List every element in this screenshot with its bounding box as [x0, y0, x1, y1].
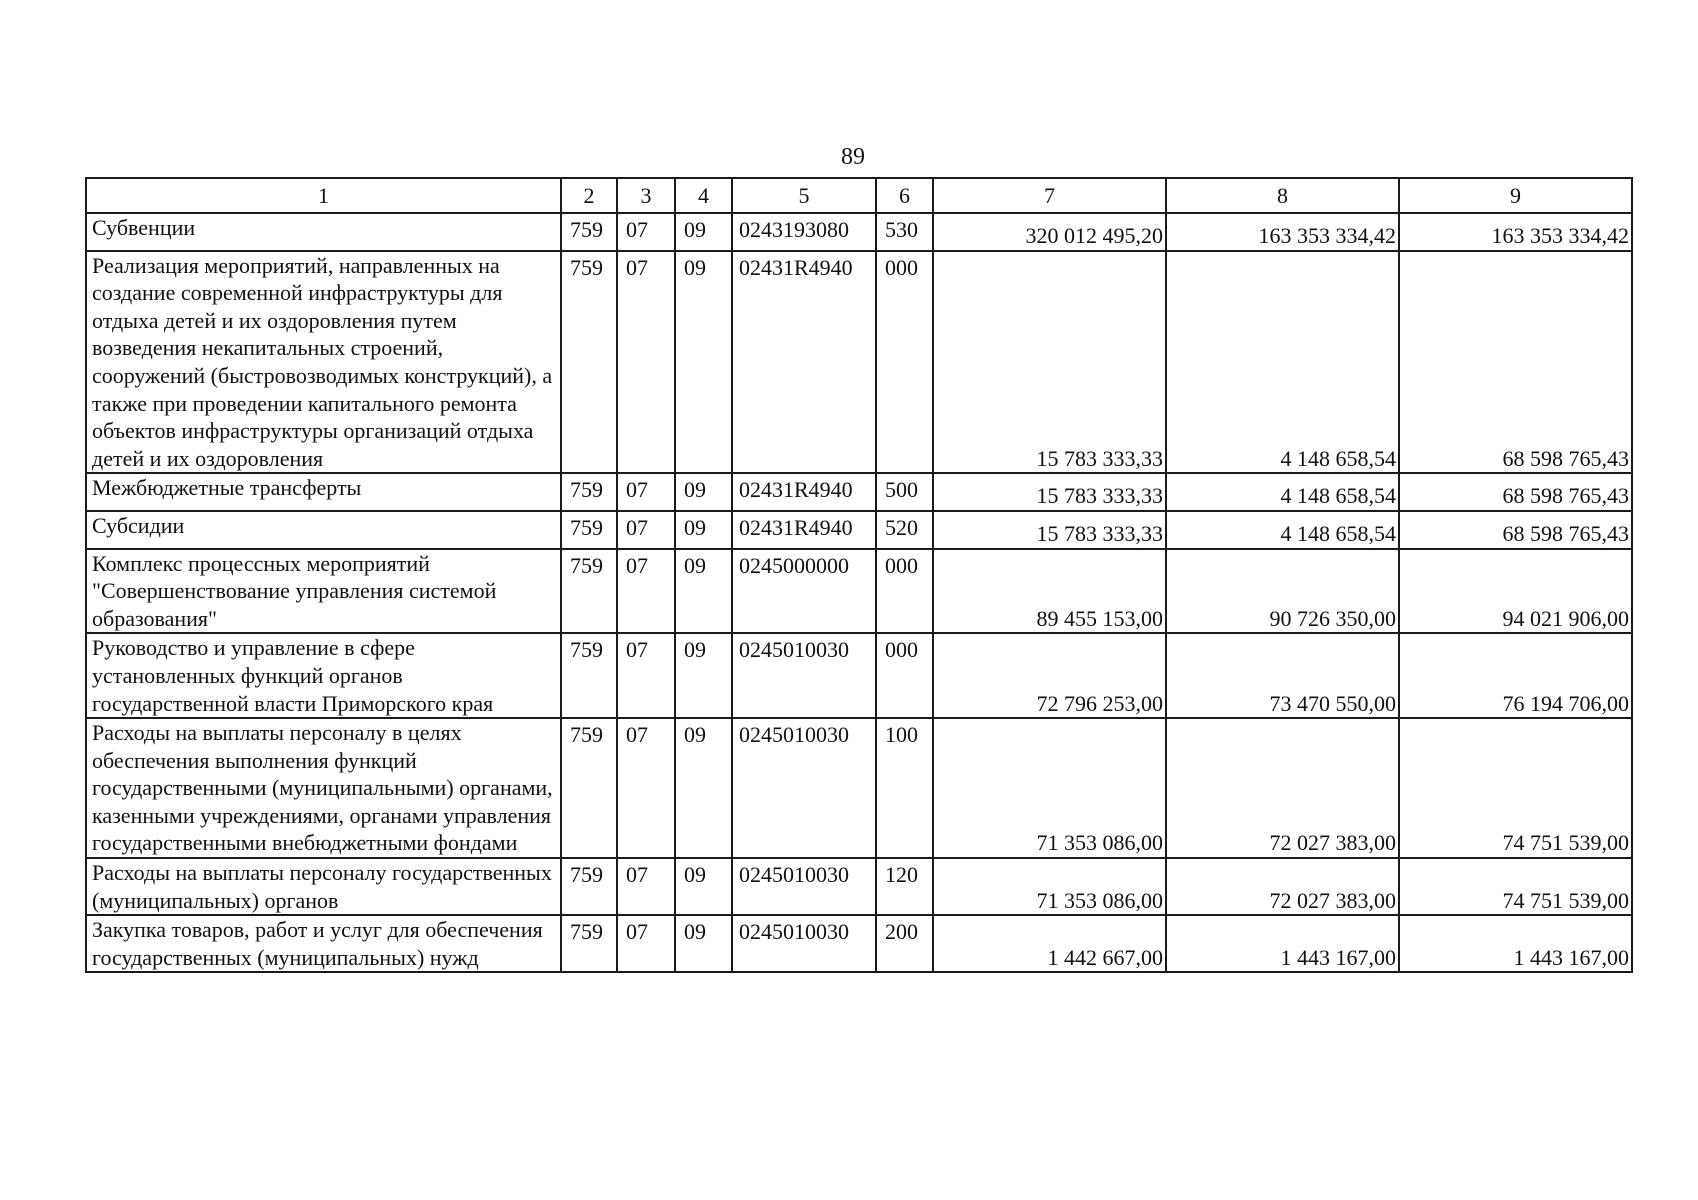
row-amount-8: 72 027 383,00: [1166, 718, 1399, 858]
row-code-6: 200: [876, 915, 933, 972]
row-code-5: 02431R4940: [732, 251, 876, 474]
row-code-5: 02431R4940: [732, 511, 876, 549]
page-number: 89: [841, 144, 865, 170]
row-amount-8: 90 726 350,00: [1166, 549, 1399, 634]
row-amount-8: 1 443 167,00: [1166, 915, 1399, 972]
row-amount-8: 4 148 658,54: [1166, 473, 1399, 511]
row-code-3: 07: [617, 251, 675, 474]
row-amount-7: 71 353 086,00: [933, 858, 1166, 915]
row-code-6: 520: [876, 511, 933, 549]
column-header: 7: [933, 178, 1166, 213]
row-code-6: 120: [876, 858, 933, 915]
row-name: Руководство и управление в сфере установленных функций органов государственной власти Приморского края: [86, 633, 561, 718]
row-name: Расходы на выплаты персоналу государственных (муниципальных) органов: [86, 858, 561, 915]
row-name: Реализация мероприятий, направленных на создание современной инфраструктуры для отдыха детей и их оздоровления путем возведения некапитальных строений, сооружений (быстровозводимых конструкций), а также при проведении капитального ремонта объектов инфраструктуры организаций отдыха детей и их оздоровления: [86, 251, 561, 474]
row-amount-9: 163 353 334,42: [1399, 213, 1632, 251]
row-name: Межбюджетные трансферты: [86, 473, 561, 511]
row-code-5: 0245010030: [732, 858, 876, 915]
row-amount-9: 68 598 765,43: [1399, 473, 1632, 511]
row-code-6: 530: [876, 213, 933, 251]
row-code-2: 759: [561, 473, 617, 511]
row-code-6: 000: [876, 549, 933, 634]
row-amount-8: 73 470 550,00: [1166, 633, 1399, 718]
row-amount-9: 68 598 765,43: [1399, 511, 1632, 549]
row-amount-7: 320 012 495,20: [933, 213, 1166, 251]
row-code-6: 000: [876, 251, 933, 474]
row-code-5: 0245010030: [732, 915, 876, 972]
row-code-3: 07: [617, 213, 675, 251]
row-code-3: 07: [617, 718, 675, 858]
row-code-2: 759: [561, 633, 617, 718]
row-name: Субсидии: [86, 511, 561, 549]
table-row: [86, 473, 1632, 511]
row-amount-7: 89 455 153,00: [933, 549, 1166, 634]
row-amount-8: 72 027 383,00: [1166, 858, 1399, 915]
row-code-6: 500: [876, 473, 933, 511]
row-code-4: 09: [675, 633, 732, 718]
column-header: 5: [732, 178, 876, 213]
row-code-2: 759: [561, 549, 617, 634]
row-amount-7: 15 783 333,33: [933, 511, 1166, 549]
table-header-row: [86, 178, 1632, 213]
row-code-3: 07: [617, 858, 675, 915]
row-amount-9: 1 443 167,00: [1399, 915, 1632, 972]
row-code-5: 0243193080: [732, 213, 876, 251]
row-amount-9: 74 751 539,00: [1399, 858, 1632, 915]
row-amount-9: 68 598 765,43: [1399, 251, 1632, 474]
row-code-4: 09: [675, 915, 732, 972]
row-amount-8: 4 148 658,54: [1166, 511, 1399, 549]
table-row: [86, 915, 1632, 972]
row-code-2: 759: [561, 915, 617, 972]
table-row: [86, 858, 1632, 915]
row-amount-9: 94 021 906,00: [1399, 549, 1632, 634]
table-row: [86, 213, 1632, 251]
row-code-2: 759: [561, 718, 617, 858]
row-code-2: 759: [561, 213, 617, 251]
row-amount-9: 76 194 706,00: [1399, 633, 1632, 718]
row-code-4: 09: [675, 473, 732, 511]
table-row: [86, 251, 1632, 474]
row-code-5: 0245010030: [732, 718, 876, 858]
column-header: 3: [617, 178, 675, 213]
row-name: Комплекс процессных мероприятий "Совершенствование управления системой образования": [86, 549, 561, 634]
column-header: 2: [561, 178, 617, 213]
row-amount-7: 1 442 667,00: [933, 915, 1166, 972]
row-name: Субвенции: [86, 213, 561, 251]
row-code-3: 07: [617, 633, 675, 718]
column-header: 4: [675, 178, 732, 213]
row-amount-7: 71 353 086,00: [933, 718, 1166, 858]
row-amount-8: 163 353 334,42: [1166, 213, 1399, 251]
row-code-4: 09: [675, 251, 732, 474]
table-row: [86, 549, 1632, 634]
column-header: 9: [1399, 178, 1632, 213]
row-amount-7: 72 796 253,00: [933, 633, 1166, 718]
row-code-5: 02431R4940: [732, 473, 876, 511]
row-amount-7: 15 783 333,33: [933, 473, 1166, 511]
row-code-4: 09: [675, 511, 732, 549]
table-row: [86, 633, 1632, 718]
table-row: [86, 511, 1632, 549]
row-code-3: 07: [617, 915, 675, 972]
row-code-2: 759: [561, 511, 617, 549]
row-code-2: 759: [561, 251, 617, 474]
row-amount-8: 4 148 658,54: [1166, 251, 1399, 474]
column-header: 8: [1166, 178, 1399, 213]
row-amount-7: 15 783 333,33: [933, 251, 1166, 474]
row-name: Закупка товаров, работ и услуг для обеспечения государственных (муниципальных) нужд: [86, 915, 561, 972]
row-code-6: 000: [876, 633, 933, 718]
table-row: [86, 718, 1632, 858]
table-body: [86, 178, 1632, 972]
row-code-3: 07: [617, 549, 675, 634]
row-code-3: 07: [617, 473, 675, 511]
budget-table: [85, 177, 1633, 973]
row-code-6: 100: [876, 718, 933, 858]
row-code-3: 07: [617, 511, 675, 549]
row-code-4: 09: [675, 213, 732, 251]
row-code-2: 759: [561, 858, 617, 915]
row-code-4: 09: [675, 718, 732, 858]
row-code-4: 09: [675, 549, 732, 634]
row-code-5: 0245010030: [732, 633, 876, 718]
column-header: 6: [876, 178, 933, 213]
row-code-5: 0245000000: [732, 549, 876, 634]
row-code-4: 09: [675, 858, 732, 915]
column-header: 1: [86, 178, 561, 213]
row-name: Расходы на выплаты персоналу в целях обеспечения выполнения функций государственными (муниципальными) органами, казенными учреждениями, органами управления государственными внебюджетными фондами: [86, 718, 561, 858]
row-amount-9: 74 751 539,00: [1399, 718, 1632, 858]
